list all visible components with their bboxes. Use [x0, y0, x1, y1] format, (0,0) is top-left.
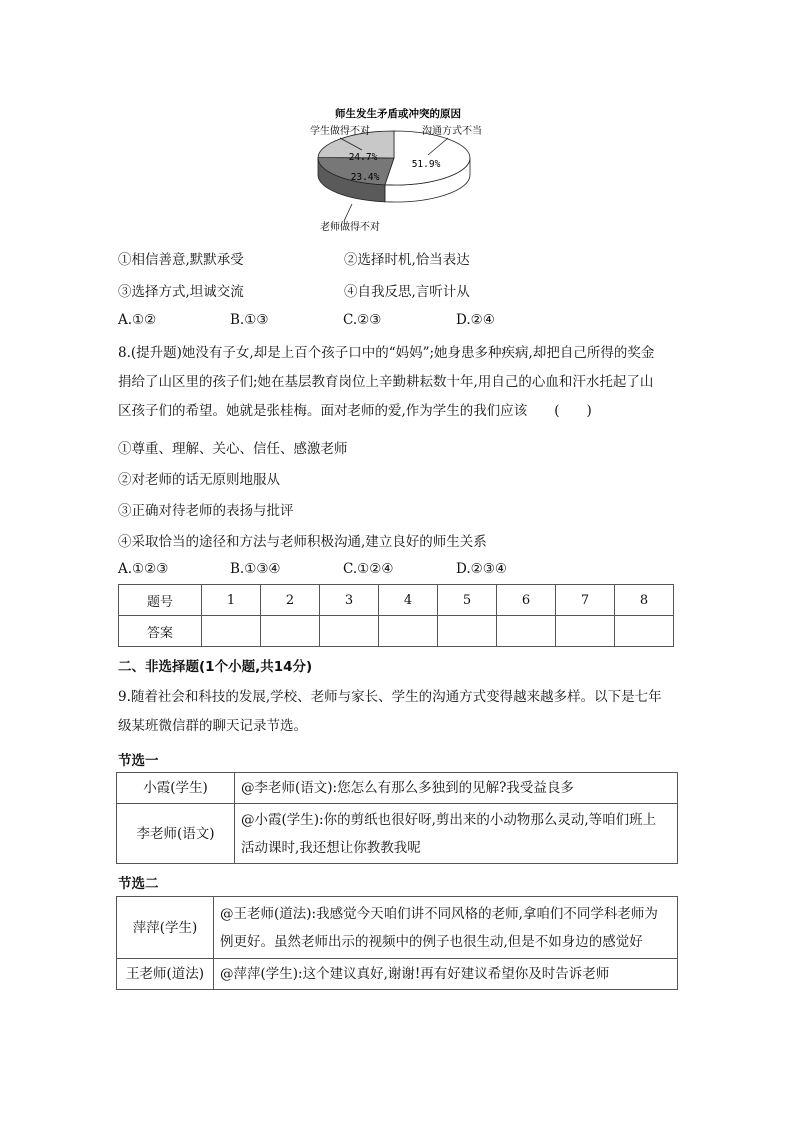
question-number: 7 [556, 585, 615, 616]
chat-sender: 王老师(道法) [117, 959, 214, 990]
answer-cell[interactable] [497, 616, 556, 647]
question-number: 5 [438, 585, 497, 616]
q8-statement-3: ③正确对待老师的表扬与批评 [118, 503, 294, 519]
chart-title: 师生发生矛盾或冲突的原因 [335, 108, 461, 120]
row-label-answer: 答案 [119, 616, 202, 647]
pie-leader-line [344, 204, 352, 221]
q7-statement-2: ②选择时机,恰当表达 [344, 252, 470, 268]
q7-choice-a: A.①② [118, 312, 157, 328]
chat-row [117, 959, 678, 990]
question-number: 3 [320, 585, 379, 616]
answer-table-number-row [119, 585, 674, 616]
q7-choice-b: B.①③ [230, 312, 269, 328]
chat-message [214, 897, 678, 959]
excerpt-2-title: 节选二 [118, 876, 159, 892]
chat-message-line: @小霞(学生):你的剪纸也很好呀,剪出来的小动物那么灵动,等咱们班上 [241, 811, 657, 828]
q8-choice-c: C.①②④ [343, 561, 394, 577]
pie-value-label: 23.4% [350, 172, 380, 183]
question-number: 4 [379, 585, 438, 616]
chat-message-line: @王老师(道法):我感觉今天咱们讲不同风格的老师,拿咱们不同学科老师为 [220, 905, 658, 922]
answer-cell[interactable] [615, 616, 674, 647]
chat-row [117, 804, 678, 864]
pie-category-label: 学生做得不对 [310, 126, 370, 137]
answer-table [118, 584, 674, 647]
q8-choice-d: D.②③④ [456, 561, 507, 577]
answer-cell[interactable] [202, 616, 261, 647]
section-2-heading: 二、非选择题(1个小题,共14分) [118, 659, 313, 675]
q8-statement-4: ④采取恰当的途径和方法与老师积极沟通,建立良好的师生关系 [118, 534, 487, 550]
question-number: 8 [615, 585, 674, 616]
excerpt-1-title: 节选一 [118, 753, 159, 769]
q7-statement-3: ③选择方式,坦诚交流 [118, 284, 244, 300]
chat-message: @李老师(语文):您怎么有那么多独到的见解?我受益良多 [235, 773, 678, 804]
excerpt-1-table [116, 772, 678, 864]
chat-row [117, 897, 678, 959]
chat-sender: 李老师(语文) [117, 804, 235, 864]
chat-message [235, 804, 678, 864]
q9-stem [118, 683, 678, 741]
q8-stem-line-1: 8.(提升题)她没有子女,却是上百个孩子口中的“妈妈”;她身患多种疾病,却把自己所得的奖金 [118, 345, 655, 361]
q8-statement-2: ②对老师的话无原则地服从 [118, 472, 280, 488]
pie-chart [300, 100, 500, 240]
q8-choice-a: A.①②③ [118, 561, 169, 577]
pie-value-label: 24.7% [348, 152, 378, 163]
q8-statement-1: ①尊重、理解、关心、信任、感激老师 [118, 441, 348, 457]
chat-message-line: 活动课时,我还想让你教教我呢 [241, 839, 421, 856]
answer-cell[interactable] [438, 616, 497, 647]
q8-stem-line-3: 区孩子们的希望。她就是张桂梅。面对老师的爱,作为学生的我们应该 ( ) [118, 403, 592, 419]
chat-sender: 萍萍(学生) [117, 897, 214, 959]
q9-stem-line-2: 级某班微信群的聊天记录节选。 [118, 718, 307, 734]
pie-chart-svg [300, 100, 500, 240]
answer-table-answer-row [119, 616, 674, 647]
row-label-number: 题号 [119, 585, 202, 616]
excerpt-2-table [116, 896, 678, 990]
chat-sender: 小霞(学生) [117, 773, 235, 804]
q7-choice-d: D.②④ [456, 312, 495, 328]
q7-choice-c: C.②③ [343, 312, 382, 328]
q9-stem-line-1: 9.随着社会和科技的发展,学校、老师与家长、学生的沟通方式变得越来越多样。以下是七年 [118, 689, 662, 705]
chat-row [117, 773, 678, 804]
answer-cell[interactable] [379, 616, 438, 647]
chat-message-line: 例更好。虽然老师出示的视频中的例子也很生动,但是不如身边的感觉好 [220, 933, 643, 950]
answer-cell[interactable] [320, 616, 379, 647]
answer-cell[interactable] [261, 616, 320, 647]
question-number: 2 [261, 585, 320, 616]
answer-cell[interactable] [556, 616, 615, 647]
q8-choice-b: B.①③④ [230, 561, 281, 577]
q8-stem-line-2: 捐给了山区里的孩子们;她在基层教育岗位上辛勤耕耘数十年,用自己的心血和汗水托起了山 [118, 374, 654, 390]
q7-statement-4: ④自我反思,言听计从 [344, 284, 470, 300]
pie-value-label: 51.9% [411, 159, 441, 170]
question-number: 6 [497, 585, 556, 616]
question-number: 1 [202, 585, 261, 616]
q7-statement-1: ①相信善意,默默承受 [118, 252, 244, 268]
pie-category-label: 老师做得不对 [320, 222, 380, 233]
pie-category-label: 沟通方式不当 [422, 126, 482, 137]
chat-message: @萍萍(学生):这个建议真好,谢谢!再有好建议希望你及时告诉老师 [214, 959, 678, 990]
q8-stem [118, 339, 678, 426]
